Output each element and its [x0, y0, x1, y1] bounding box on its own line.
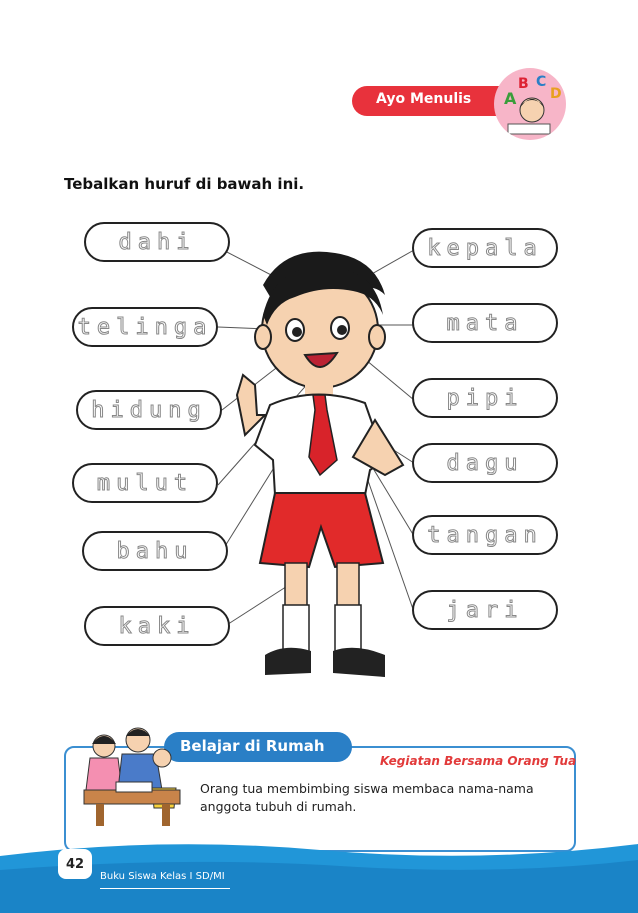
boy-illustration	[225, 245, 415, 715]
home-activity-subtitle: Kegiatan Bersama Orang Tua	[380, 754, 577, 768]
word-label: dahi	[118, 229, 196, 255]
word-pill-kaki	[84, 606, 230, 646]
word-pill-jari	[412, 590, 558, 630]
home-activity-title: Belajar di Rumah	[180, 737, 325, 755]
footer-wave	[0, 836, 638, 913]
word-pill-pipi	[412, 378, 558, 418]
word-pill-mata	[412, 303, 558, 343]
footer-underline	[100, 888, 230, 889]
word-pill-dahi	[84, 222, 230, 262]
svg-text:C: C	[536, 74, 547, 90]
svg-text:D: D	[550, 86, 562, 102]
word-label: tangan	[427, 522, 543, 548]
word-pill-telinga	[72, 307, 218, 347]
home-activity-text: Orang tua membimbing siswa membaca nama-nama anggota tubuh di rumah.	[200, 781, 534, 814]
home-activity-title-banner	[164, 732, 352, 762]
svg-text:B: B	[518, 76, 529, 92]
family-reading-illustration	[76, 718, 186, 828]
instruction-text: Tebalkan huruf di bawah ini.	[64, 175, 305, 193]
svg-text:A: A	[504, 89, 517, 108]
word-label: kaki	[118, 613, 196, 639]
word-label: mulut	[96, 470, 194, 496]
word-label: hidung	[91, 397, 207, 423]
word-pill-mulut	[72, 463, 218, 503]
word-label: pipi	[446, 385, 524, 411]
word-label: mata	[446, 310, 524, 336]
word-label: jari	[446, 597, 524, 623]
word-pill-kepala	[412, 228, 558, 268]
word-label: dagu	[446, 450, 524, 476]
section-badge-label: Ayo Menulis	[376, 91, 472, 107]
word-label: bahu	[116, 538, 194, 564]
word-pill-bahu	[82, 531, 228, 571]
word-pill-dagu	[412, 443, 558, 483]
word-label: telinga	[77, 314, 213, 340]
word-label: kepala	[427, 235, 543, 261]
page-number: 42	[58, 849, 92, 879]
word-pill-tangan	[412, 515, 558, 555]
word-pill-hidung	[76, 390, 222, 430]
footer-book-title: Buku Siswa Kelas I SD/MI	[100, 871, 225, 882]
